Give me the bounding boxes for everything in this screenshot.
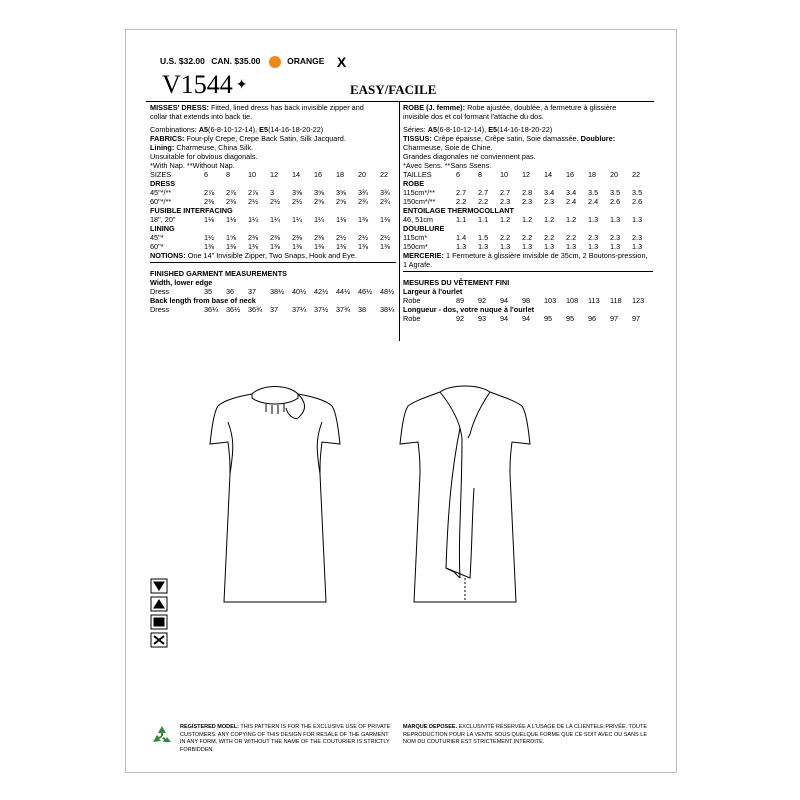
en-back-row-value: 37½ <box>314 305 329 314</box>
en-dress-row <box>150 197 396 206</box>
price-color-name: ORANGE <box>287 56 325 67</box>
en-dress-row-value: 2½ <box>292 197 303 206</box>
fr-lining-row-value: 1.3 <box>500 242 511 251</box>
en-width-row-value: 35 <box>204 287 213 296</box>
fr-dress-row-value: 2.6 <box>610 197 621 206</box>
en-lining-row-value: 1⅝ <box>226 233 237 242</box>
fr-dress-row-value: 3.5 <box>632 188 643 197</box>
en-fusible-row-value: 1⅛ <box>204 215 215 224</box>
en-back-row-value: 36¼ <box>204 305 219 314</box>
en-dress-header: DRESS <box>150 179 176 188</box>
en-back-row <box>150 305 396 314</box>
en-lining-row-value: 1⅜ <box>336 242 347 251</box>
fr-width-label: Largeur à l'ourlet <box>403 287 463 296</box>
fr-back-row-value: 95 <box>544 314 553 323</box>
en-size-header: 8 <box>226 170 231 179</box>
en-width-row-value: 48½ <box>380 287 395 296</box>
fr-dress-row-value: 3.4 <box>566 188 577 197</box>
fr-back-row-value: 94 <box>500 314 509 323</box>
en-notions: NOTIONS: One 14" Invisible Zipper, Two Snaps, Hook and Eye. <box>150 251 357 260</box>
en-desc2: collar that extends into back tie. <box>150 112 253 121</box>
price-line <box>160 54 350 70</box>
legal-french: MARQUE DEPOSEE. EXCLUSIVITÉ RÉSERVÉE A L'USAGE DE LA CLIENTELE PRIVÉE. TOUTE REPRODUCTION POUR LA VENTE SOUS QUELQUE FORME QUE CE SOIT AVEC OU SANS LE NOM DU COUTURIER EST STRICTEMENT INTERDITE. <box>403 724 648 745</box>
en-lining-row-value: 2⅜ <box>292 233 303 242</box>
fr-dress-row-value: 2.4 <box>588 197 599 206</box>
en-lining-row-value: 2⅜ <box>270 233 281 242</box>
fr-fusible-row-label: 46, 51cm <box>403 215 434 224</box>
en-lining-row-value: 1⅜ <box>204 242 215 251</box>
fr-size-header: 12 <box>522 170 531 179</box>
fr-lining-row-value: 2.3 <box>632 233 643 242</box>
fr-size-header: 18 <box>588 170 597 179</box>
fr-lining-row-value: 2.2 <box>500 233 511 242</box>
en-dress-row-value: 2⅝ <box>336 197 347 206</box>
en-fusible-row-value: 1⅜ <box>380 215 391 224</box>
en-sizes-row <box>150 170 396 179</box>
fr-desc1: Robe ajustée, doublée, à fermeture à glissière <box>467 103 617 112</box>
en-lining-row-value: 1⅜ <box>380 242 391 251</box>
fr-dress-row-value: 3.4 <box>544 188 555 197</box>
fr-fusible-row-value: 1.2 <box>522 215 533 224</box>
fr-nap-note: *Avec Sens. **Sans Ssens. <box>403 161 492 170</box>
en-back-row-label: Dress <box>150 305 170 314</box>
en-title: MISSES' DRESS: <box>150 103 209 112</box>
en-fusible-row-label: 18", 20" <box>150 215 176 224</box>
fr-fusible-row-value: 1.2 <box>544 215 555 224</box>
en-lining-row-label: 60"* <box>150 242 164 251</box>
can-price: CAN. $35.00 <box>211 56 261 67</box>
fr-back-row <box>403 314 653 323</box>
fr-dress-row-label: 150cm*/** <box>403 197 436 206</box>
fr-title: ROBE (J. femme): <box>403 103 466 112</box>
en-size-header: 18 <box>336 170 345 179</box>
fr-lining-row <box>403 242 653 251</box>
fr-lining-row <box>403 233 653 242</box>
en-lining-row-label: 45"* <box>150 233 164 242</box>
fr-lining-row-value: 1.5 <box>478 233 489 242</box>
fr-back-row-value: 97 <box>610 314 619 323</box>
fr-size-header: 14 <box>544 170 553 179</box>
fr-back-label: Longueur - dos, votre nuque à l'ourlet <box>403 305 535 314</box>
en-lining-row-value: 1⅜ <box>226 242 237 251</box>
en-dress-row-value: 2⅞ <box>226 188 237 197</box>
english-column <box>150 103 396 314</box>
en-size-header: 16 <box>314 170 323 179</box>
en-lining-row-value: 2½ <box>358 233 369 242</box>
fr-width-row-value: 94 <box>500 296 509 305</box>
fr-back-row-value: 92 <box>456 314 465 323</box>
en-width-row-label: Dress <box>150 287 170 296</box>
fr-dress-row-value: 2.7 <box>478 188 489 197</box>
fr-dress-row-value: 2.3 <box>522 197 533 206</box>
fr-size-header: 6 <box>456 170 461 179</box>
fr-dress-row-value: 3.5 <box>610 188 621 197</box>
fr-lining-row-value: 1.3 <box>566 242 577 251</box>
fr-lining-row-label: 150cm* <box>403 242 428 251</box>
en-dress-row-label: 45"*/** <box>150 188 172 197</box>
en-lining-row-value: 1⅜ <box>358 242 369 251</box>
fr-dress-row <box>403 197 653 206</box>
star-icon: ✦ <box>235 78 248 93</box>
en-lining-row-value: 1½ <box>204 233 215 242</box>
fr-width-row-label: Robe <box>403 296 421 305</box>
fr-dress-row <box>403 188 653 197</box>
en-dress-row-value: 2¾ <box>358 197 369 206</box>
fr-fusible-row-value: 1.3 <box>632 215 643 224</box>
header-rule <box>146 101 654 102</box>
en-sizes-label: SIZES <box>150 170 172 179</box>
fr-back-label <box>403 305 653 314</box>
en-back-row-value: 38 <box>358 305 367 314</box>
en-dress-row-value: 2⅞ <box>204 188 215 197</box>
en-back-row-value: 37¼ <box>292 305 307 314</box>
orange-dot-icon <box>269 56 281 68</box>
en-lining-row-value: 2½ <box>380 233 391 242</box>
en-dress-row-value: 3⅝ <box>314 188 325 197</box>
fr-width-row-value: 92 <box>478 296 487 305</box>
pattern-number-block <box>162 70 248 100</box>
en-dress-row <box>150 188 396 197</box>
en-fusible-header: FUSIBLE INTERFACING <box>150 206 233 215</box>
en-width-row-value: 46½ <box>358 287 373 296</box>
en-fusible-row-value: 1⅛ <box>226 215 237 224</box>
en-description <box>150 103 396 121</box>
fr-dress-row-value: 2.3 <box>500 197 511 206</box>
fr-lining-row-value: 2.3 <box>610 233 621 242</box>
pattern-number: V1544 <box>162 70 233 99</box>
en-fusible-row-value: 1¼ <box>270 215 281 224</box>
en-size-header: 22 <box>380 170 389 179</box>
fr-fusible-header <box>403 206 653 215</box>
en-fusible-row-value: 1¼ <box>314 215 325 224</box>
en-dress-row-value: 2⅞ <box>248 188 259 197</box>
fr-width-row-value: 123 <box>632 296 645 305</box>
en-width-label: Width, lower edge <box>150 278 213 287</box>
en-back-row-value: 36¾ <box>248 305 263 314</box>
en-dress-row-value: 2⅜ <box>226 197 237 206</box>
en-width-row-value: 36 <box>226 287 235 296</box>
fr-size-header: 22 <box>632 170 641 179</box>
en-width-row-value: 37 <box>248 287 257 296</box>
fr-fabrics: TISSUS: Crêpe épaisse, Crêpe satin, Soie damassée. Doublure: <box>403 134 616 143</box>
fr-fusible-row <box>403 215 653 224</box>
en-lining-fabrics: Lining: Charmeuse, China Silk. <box>150 143 254 152</box>
fr-dress-row-value: 2.2 <box>478 197 489 206</box>
fr-size-header: 16 <box>566 170 575 179</box>
fr-lining-row-value: 2.2 <box>544 233 555 242</box>
en-width-row-value: 44½ <box>336 287 351 296</box>
fr-width-row-value: 108 <box>566 296 579 305</box>
en-dress-row-value: 3⅝ <box>336 188 347 197</box>
en-nap-note: *With Nap. **Without Nap. <box>150 161 235 170</box>
recycle-icon <box>150 724 174 748</box>
fr-fusible-row-value: 1.3 <box>610 215 621 224</box>
fr-back-row-value: 96 <box>588 314 597 323</box>
fr-lining-row-value: 1.3 <box>456 242 467 251</box>
fr-lining-row-value: 1.3 <box>610 242 621 251</box>
en-lining-row-value: 2⅜ <box>248 233 259 242</box>
fr-width-row-value: 89 <box>456 296 465 305</box>
fr-lining-fabrics: Charmeuse, Soie de Chine. <box>403 143 493 152</box>
en-size-header: 14 <box>292 170 301 179</box>
en-fusible-row <box>150 215 396 224</box>
en-lining-row <box>150 233 396 242</box>
en-yardage-table <box>150 170 396 314</box>
en-dress-row-label: 60"*/** <box>150 197 172 206</box>
en-finished-header <box>150 269 396 278</box>
fr-lining-row-value: 1.3 <box>478 242 489 251</box>
en-back-row-value: 37 <box>270 305 279 314</box>
en-dress-row-value: 2½ <box>270 197 281 206</box>
fr-dress-row-label: 115cm*/** <box>403 188 435 197</box>
fr-unsuitable: Grandes diagonales ne conviennent pas. <box>403 152 536 161</box>
en-fusible-header <box>150 206 396 215</box>
fr-back-row-value: 93 <box>478 314 487 323</box>
front-view-sketch <box>200 378 350 608</box>
en-lining-row-value: 1⅜ <box>292 242 303 251</box>
fr-finished-header <box>403 278 653 287</box>
fr-lining-header <box>403 224 653 233</box>
en-width-row-value: 38½ <box>270 287 285 296</box>
fr-dress-row-value: 2.6 <box>632 197 643 206</box>
fr-width-row-value: 98 <box>522 296 531 305</box>
column-divider <box>399 101 400 341</box>
fr-dress-header: ROBE <box>403 179 425 188</box>
difficulty-label: EASY/FACILE <box>350 82 437 97</box>
en-dress-row-value: 2¾ <box>380 197 391 206</box>
fr-width-row <box>403 296 653 305</box>
en-lining-row-value: 1⅜ <box>314 242 325 251</box>
fr-finished-header: MESURES DU VÊTEMENT FINI <box>403 278 510 287</box>
legal-english: REGISTERED MODEL: THIS PATTERN IS FOR THE EXCLUSIVE USE OF PRIVATE CUSTOMERS. ANY COPYING OF THIS DESIGN FOR RESALE OF THE GARMENT IN ANY FORM, WITH OR WITHOUT THE NAME OF THE COUTURIER IS STRICTLY FORBIDDEN. <box>180 724 391 753</box>
en-combinations: Combinations: A5(6-8-10-12-14), E5(14-16-18-20-22) <box>150 125 324 134</box>
fr-fusible-row-value: 1.2 <box>566 215 577 224</box>
en-width-row <box>150 287 396 296</box>
en-back-row-value: 36½ <box>226 305 241 314</box>
fr-notions: MERCERIE: 1 Fermeture à glissière invisible de 35cm, 2 Boutons-pression, 1 Agrafe. <box>403 251 648 269</box>
fr-dress-header <box>403 179 653 188</box>
fr-desc2: invisible dos et col formant l'attache du dos. <box>403 112 544 121</box>
en-lining-row-value: 2⅜ <box>314 233 325 242</box>
fr-back-row-value: 97 <box>632 314 641 323</box>
fr-sizes-label: TAILLES <box>403 170 432 179</box>
en-dress-row-value: 3¾ <box>358 188 369 197</box>
fr-dress-row-value: 3.5 <box>588 188 599 197</box>
fr-lining-row-value: 2.3 <box>588 233 599 242</box>
fr-yardage-table <box>403 170 653 323</box>
fr-size-header: 20 <box>610 170 619 179</box>
fr-lining-row-value: 1.3 <box>522 242 533 251</box>
en-lining-row-value: 1⅜ <box>248 242 259 251</box>
x-mark: X <box>336 54 347 70</box>
fr-fusible-row-value: 1.1 <box>456 215 467 224</box>
fr-combinations: Séries: A5(6-8-10-12-14), E5(14-16-18-20-22) <box>403 125 553 134</box>
us-price: U.S. $32.00 <box>160 56 205 67</box>
fr-size-header: 10 <box>500 170 509 179</box>
fr-lining-row-label: 115cm* <box>403 233 428 242</box>
en-back-label: Back length from base of neck <box>150 296 256 305</box>
fr-width-row-value: 118 <box>610 296 622 305</box>
fr-back-row-value: 94 <box>522 314 531 323</box>
en-fusible-row-value: 1¼ <box>292 215 303 224</box>
en-desc1: Fitted, lined dress has back invisible zipper and <box>210 103 364 112</box>
fr-lining-row-value: 1.3 <box>544 242 555 251</box>
en-lining-header <box>150 224 396 233</box>
en-unsuitable: Unsuitable for obvious diagonals. <box>150 152 258 161</box>
fr-fusible-row-value: 1.2 <box>500 215 511 224</box>
en-width-row-value: 40½ <box>292 287 307 296</box>
en-lining-row-value: 2½ <box>336 233 347 242</box>
fr-fusible-header: ENTOILAGE THERMOCOLLANT <box>403 206 514 215</box>
fr-dress-row-value: 2.2 <box>456 197 467 206</box>
en-width-row-value: 42½ <box>314 287 329 296</box>
fr-sizes-row <box>403 170 653 179</box>
fr-width-row-value: 103 <box>544 296 557 305</box>
en-dress-row-value: 3⅝ <box>292 188 303 197</box>
fr-dress-row-value: 2.3 <box>544 197 555 206</box>
en-width-label <box>150 278 396 287</box>
fr-width-label <box>403 287 653 296</box>
en-lining-row-value: 1⅜ <box>270 242 281 251</box>
fr-lining-row-value: 1.3 <box>632 242 643 251</box>
fr-fusible-row-value: 1.3 <box>588 215 599 224</box>
fr-fusible-row-value: 1.1 <box>478 215 489 224</box>
en-dress-row-value: 2⅜ <box>204 197 215 206</box>
en-fusible-row-value: 1¼ <box>248 215 259 224</box>
en-finished-header: FINISHED GARMENT MEASUREMENTS <box>150 269 288 278</box>
en-fusible-row-value: 1⅜ <box>336 215 347 224</box>
fr-width-row-value: 113 <box>588 296 600 305</box>
fr-dress-row-value: 2.4 <box>566 197 577 206</box>
back-view-sketch <box>390 378 540 608</box>
fr-dress-row-value: 2.7 <box>456 188 467 197</box>
en-fusible-row-value: 1⅜ <box>358 215 369 224</box>
fr-back-row-value: 95 <box>566 314 575 323</box>
en-back-row-value: 38¼ <box>380 305 395 314</box>
fr-lining-row-value: 2.2 <box>566 233 577 242</box>
en-size-header: 12 <box>270 170 279 179</box>
en-dress-row-value: 3¾ <box>380 188 391 197</box>
en-size-header: 20 <box>358 170 367 179</box>
fr-lining-row-value: 1.4 <box>456 233 467 242</box>
en-dress-row-value: 2⅝ <box>314 197 325 206</box>
en-back-row-value: 37¾ <box>336 305 351 314</box>
en-fabrics: FABRICS: Four-ply Crepe, Crepe Back Satin, Silk Jacquard. <box>150 134 346 143</box>
fr-dress-row-value: 2.8 <box>522 188 533 197</box>
fr-dress-row-value: 2.7 <box>500 188 511 197</box>
en-size-header: 10 <box>248 170 257 179</box>
en-back-label <box>150 296 396 305</box>
en-size-header: 6 <box>204 170 209 179</box>
layout-arrows-icon <box>150 578 168 650</box>
french-column <box>403 103 653 323</box>
fr-lining-row-value: 2.2 <box>522 233 533 242</box>
fr-size-header: 8 <box>478 170 483 179</box>
fr-lining-row-value: 1.3 <box>588 242 599 251</box>
fr-back-row-label: Robe <box>403 314 421 323</box>
en-lining-row <box>150 242 396 251</box>
fr-lining-header: DOUBLURE <box>403 224 445 233</box>
en-dress-header <box>150 179 396 188</box>
en-dress-row-value: 2½ <box>248 197 259 206</box>
en-dress-row-value: 3 <box>270 188 275 197</box>
en-lining-header: LINING <box>150 224 175 233</box>
fr-description <box>403 103 653 121</box>
